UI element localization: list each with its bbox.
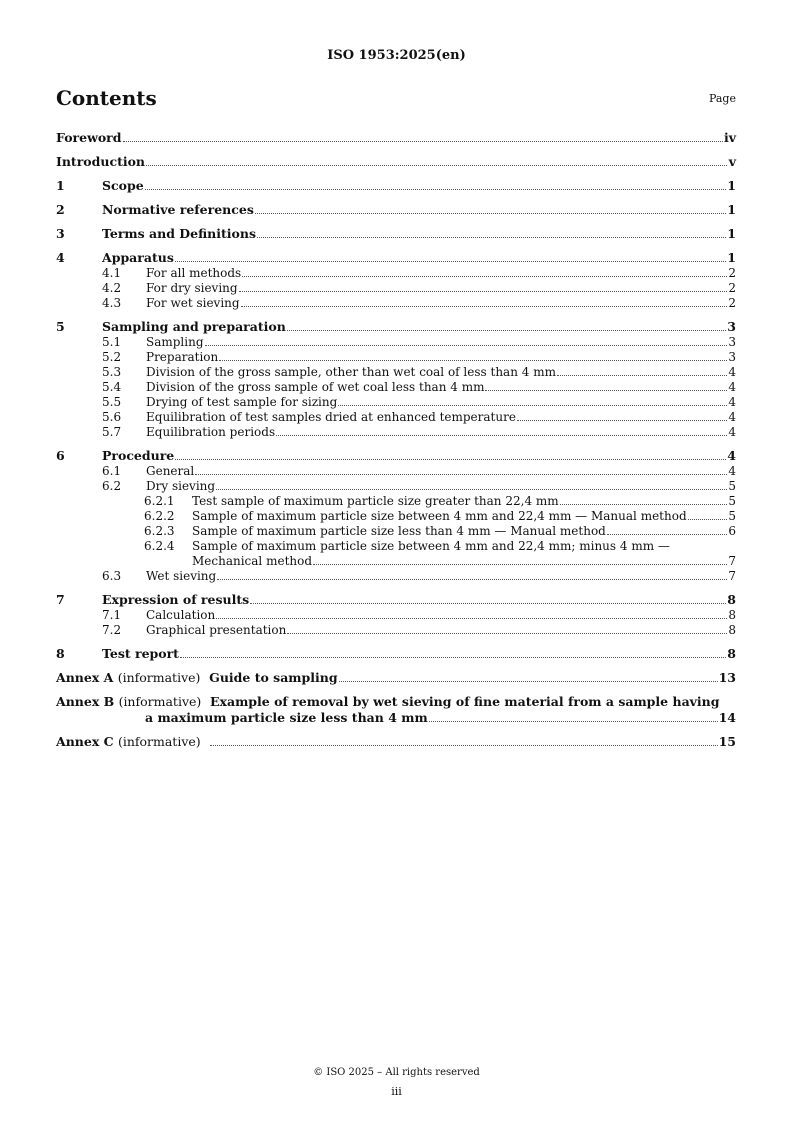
- toc-entry-5-1[interactable]: [56, 335, 736, 350]
- toc-entry-number: 3: [56, 226, 65, 241]
- toc-entry-title: Equilibration of test samples dried at enhanced temperature: [146, 410, 516, 424]
- leader-dots: [195, 474, 727, 475]
- toc-entry-page: 4: [728, 380, 736, 394]
- page-column-label: Page: [708, 92, 736, 105]
- toc-entry-number: 8: [56, 646, 65, 661]
- toc-entry-number: 6.2.4: [144, 539, 175, 553]
- leader-dots: [255, 213, 726, 214]
- annex-title: Example of removal by wet sieving of fine material from a sample having: [210, 694, 720, 709]
- leader-dots: [210, 745, 717, 746]
- toc-entry-7-2[interactable]: [56, 623, 736, 638]
- document-id-header: ISO 1953:2025(en): [327, 48, 466, 63]
- toc-entry-page: 1: [727, 202, 736, 217]
- toc-entry-number: 5.5: [102, 395, 122, 409]
- leader-dots: [145, 189, 727, 190]
- toc-entry-title: For wet sieving: [146, 296, 240, 310]
- toc-entry-number: 2: [56, 202, 65, 217]
- toc-entry-page: 4: [727, 448, 736, 463]
- toc-entry-page: 7: [728, 569, 736, 583]
- toc-entry-page: 4: [728, 395, 736, 409]
- toc-entry-title: Apparatus: [102, 250, 174, 265]
- toc-entry-number: 6.2.1: [144, 494, 175, 508]
- leader-dots: [123, 141, 723, 142]
- toc-entry-title: Drying of test sample for sizing: [146, 395, 338, 409]
- annex-type: (informative): [117, 734, 201, 749]
- leader-dots: [239, 291, 727, 292]
- annex-label: Annex B: [56, 694, 115, 709]
- toc-entry-title: Division of the gross sample of wet coal less than 4 mm: [146, 380, 485, 394]
- toc-entry-number: 7: [56, 592, 65, 607]
- contents-title: Contents: [56, 86, 157, 110]
- toc-entry-title: Normative references: [102, 202, 254, 217]
- toc-entry-number: 4: [56, 250, 65, 265]
- toc-entry-number: 5: [56, 319, 65, 334]
- toc-entry-page: 8: [728, 623, 736, 637]
- toc-entry-test-report[interactable]: [56, 646, 736, 662]
- toc-entry-title: Foreword: [56, 130, 122, 145]
- toc-entry-4-3[interactable]: [56, 296, 736, 311]
- toc-entry-page: 14: [718, 710, 736, 725]
- toc-entry-procedure[interactable]: [56, 448, 736, 464]
- leader-dots: [216, 618, 727, 619]
- toc-entry-5-7[interactable]: [56, 425, 736, 440]
- leader-dots: [287, 633, 727, 634]
- toc-entry-terms-and-definitions[interactable]: [56, 226, 736, 242]
- toc-entry-title: Dry sieving: [146, 479, 216, 493]
- leader-dots: [276, 435, 727, 436]
- leader-dots: [485, 390, 727, 391]
- toc-entry-page: 5: [728, 509, 736, 523]
- toc-entry-normative-references[interactable]: [56, 202, 736, 218]
- toc-entry-page: 6: [728, 524, 736, 538]
- toc-entry-scope[interactable]: [56, 178, 736, 194]
- toc-entry-6-2-2[interactable]: [56, 509, 736, 524]
- toc-entry-title: Test report: [102, 646, 179, 661]
- toc-entry-page: 15: [718, 734, 736, 749]
- toc-entry-5-3[interactable]: [56, 365, 736, 380]
- toc-entry-title: Mechanical method: [192, 554, 313, 568]
- toc-entry-number: 4.2: [102, 281, 122, 295]
- toc-entry-apparatus[interactable]: [56, 250, 736, 266]
- leader-dots: [338, 405, 727, 406]
- toc-entry-number: 5.3: [102, 365, 122, 379]
- leader-dots: [146, 165, 727, 166]
- leader-dots: [250, 603, 726, 604]
- table-of-contents: [56, 130, 736, 750]
- toc-entry-6-2-1[interactable]: [56, 494, 736, 509]
- toc-entry-title: Sample of maximum particle size between 4 mm and 22,4 mm — Manual method: [192, 509, 687, 523]
- toc-entry-page: 1: [727, 250, 736, 265]
- toc-entry-5-6[interactable]: [56, 410, 736, 425]
- toc-entry-introduction[interactable]: [56, 154, 736, 170]
- toc-entry-page: 8: [728, 608, 736, 622]
- toc-entry-title: Sampling and preparation: [102, 319, 286, 334]
- toc-entry-number: 1: [56, 178, 65, 193]
- toc-entry-number: 6.2.3: [144, 524, 175, 538]
- toc-entry-title: Test sample of maximum particle size greater than 22,4 mm: [192, 494, 559, 508]
- toc-entry-5-4[interactable]: [56, 380, 736, 395]
- annex-label: Annex C: [56, 734, 114, 749]
- annex-label: Annex A: [56, 670, 114, 685]
- toc-entry-number: 5.1: [102, 335, 122, 349]
- annex-type: (informative): [117, 670, 201, 685]
- toc-entry-page: 4: [728, 365, 736, 379]
- leader-dots: [219, 360, 727, 361]
- toc-entry-page: 5: [728, 494, 736, 508]
- toc-entry-page: 13: [718, 670, 736, 685]
- toc-entry-page: 4: [728, 425, 736, 439]
- leader-dots: [180, 657, 726, 658]
- toc-entry-title: Equilibration periods: [146, 425, 276, 439]
- toc-entry-page: 8: [727, 646, 736, 661]
- toc-entry-title: Introduction: [56, 154, 146, 169]
- toc-entry-title: Sampling: [146, 335, 204, 349]
- toc-entry-number: 6.2: [102, 479, 122, 493]
- toc-entry-page: v: [728, 154, 736, 169]
- leader-dots: [688, 519, 727, 520]
- toc-entry-6-2[interactable]: [56, 479, 736, 494]
- toc-entry-4-2[interactable]: [56, 281, 736, 296]
- toc-entry-title: Division of the gross sample, other than wet coal of less than 4 mm: [146, 365, 556, 379]
- toc-entry-number: 7.1: [102, 608, 122, 622]
- toc-entry-title: Scope: [102, 178, 144, 193]
- toc-entry-number: 5.7: [102, 425, 122, 439]
- toc-entry-number: 6.2.2: [144, 509, 175, 523]
- leader-dots: [517, 420, 727, 421]
- toc-entry-6-1[interactable]: [56, 464, 736, 479]
- leader-dots: [175, 459, 726, 460]
- toc-entry-annex-b[interactable]: [56, 694, 736, 710]
- annex-type: (informative): [118, 694, 202, 709]
- toc-entry-title: General: [146, 464, 195, 478]
- toc-entry-annex-c[interactable]: [56, 734, 736, 750]
- leader-dots: [557, 375, 727, 376]
- toc-entry-title: Calculation: [146, 608, 216, 622]
- toc-entry-expression-of-results[interactable]: [56, 592, 736, 608]
- toc-entry-5-2[interactable]: [56, 350, 736, 365]
- toc-entry-page: 8: [727, 592, 736, 607]
- leader-dots: [241, 306, 727, 307]
- copyright-notice: © ISO 2025 – All rights reserved: [313, 1067, 480, 1078]
- toc-entry-page: 1: [727, 178, 736, 193]
- toc-entry-5-5[interactable]: [56, 395, 736, 410]
- toc-entry-page: 3: [728, 335, 736, 349]
- toc-entry-6-3[interactable]: [56, 569, 736, 584]
- toc-entry-6-2-4[interactable]: [56, 539, 736, 554]
- toc-entry-number: 7.2: [102, 623, 122, 637]
- toc-entry-number: 5.4: [102, 380, 122, 394]
- annex-title: a maximum particle size less than 4 mm: [145, 710, 428, 725]
- leader-dots: [429, 721, 718, 722]
- toc-entry-page: 2: [728, 266, 736, 280]
- toc-entry-annex-a[interactable]: [56, 670, 736, 686]
- leader-dots: [560, 504, 727, 505]
- toc-entry-foreword[interactable]: [56, 130, 736, 146]
- leader-dots: [205, 345, 727, 346]
- toc-entry-number: 5.2: [102, 350, 122, 364]
- toc-entry-page: 1: [727, 226, 736, 241]
- toc-entry-7-1[interactable]: [56, 608, 736, 623]
- toc-entry-number: 6.1: [102, 464, 122, 478]
- toc-entry-page: 3: [727, 319, 736, 334]
- toc-entry-sampling-and-preparation[interactable]: [56, 319, 736, 335]
- leader-dots: [287, 330, 726, 331]
- toc-entry-annex-b-continued[interactable]: [56, 710, 736, 726]
- leader-dots: [216, 489, 727, 490]
- leader-dots: [313, 564, 727, 565]
- toc-entry-page: 2: [728, 296, 736, 310]
- toc-entry-number: 4.3: [102, 296, 122, 310]
- toc-entry-page: 7: [728, 554, 736, 568]
- toc-entry-title: Preparation: [146, 350, 219, 364]
- toc-entry-6-2-3[interactable]: [56, 524, 736, 539]
- annex-title: Guide to sampling: [209, 670, 338, 685]
- toc-entry-title: For dry sieving: [146, 281, 238, 295]
- toc-entry-title: Expression of results: [102, 592, 250, 607]
- leader-dots: [339, 681, 718, 682]
- toc-entry-number: 6.3: [102, 569, 122, 583]
- toc-entry-4-1[interactable]: [56, 266, 736, 281]
- toc-entry-title: Sample of maximum particle size between 4 mm and 22,4 mm; minus 4 mm —: [192, 539, 670, 553]
- leader-dots: [242, 276, 727, 277]
- toc-entry-6-2-4-continued[interactable]: [56, 554, 736, 569]
- leader-dots: [607, 534, 727, 535]
- toc-entry-number: 6: [56, 448, 65, 463]
- toc-entry-page: 4: [728, 464, 736, 478]
- leader-dots: [217, 579, 727, 580]
- page-number: iii: [391, 1085, 402, 1098]
- toc-entry-title: For all methods: [146, 266, 242, 280]
- leader-dots: [175, 261, 726, 262]
- leader-dots: [257, 237, 726, 238]
- toc-entry-page: 3: [728, 350, 736, 364]
- toc-entry-page: 2: [728, 281, 736, 295]
- toc-entry-title: Graphical presentation: [146, 623, 287, 637]
- toc-entry-number: 5.6: [102, 410, 122, 424]
- toc-entry-page: 4: [728, 410, 736, 424]
- toc-entry-title: Terms and Definitions: [102, 226, 257, 241]
- toc-entry-title: Sample of maximum particle size less than 4 mm — Manual method: [192, 524, 606, 538]
- toc-entry-title: Procedure: [102, 448, 175, 463]
- toc-entry-number: 4.1: [102, 266, 122, 280]
- toc-entry-page: iv: [723, 130, 736, 145]
- toc-entry-title: Wet sieving: [146, 569, 217, 583]
- toc-entry-page: 5: [728, 479, 736, 493]
